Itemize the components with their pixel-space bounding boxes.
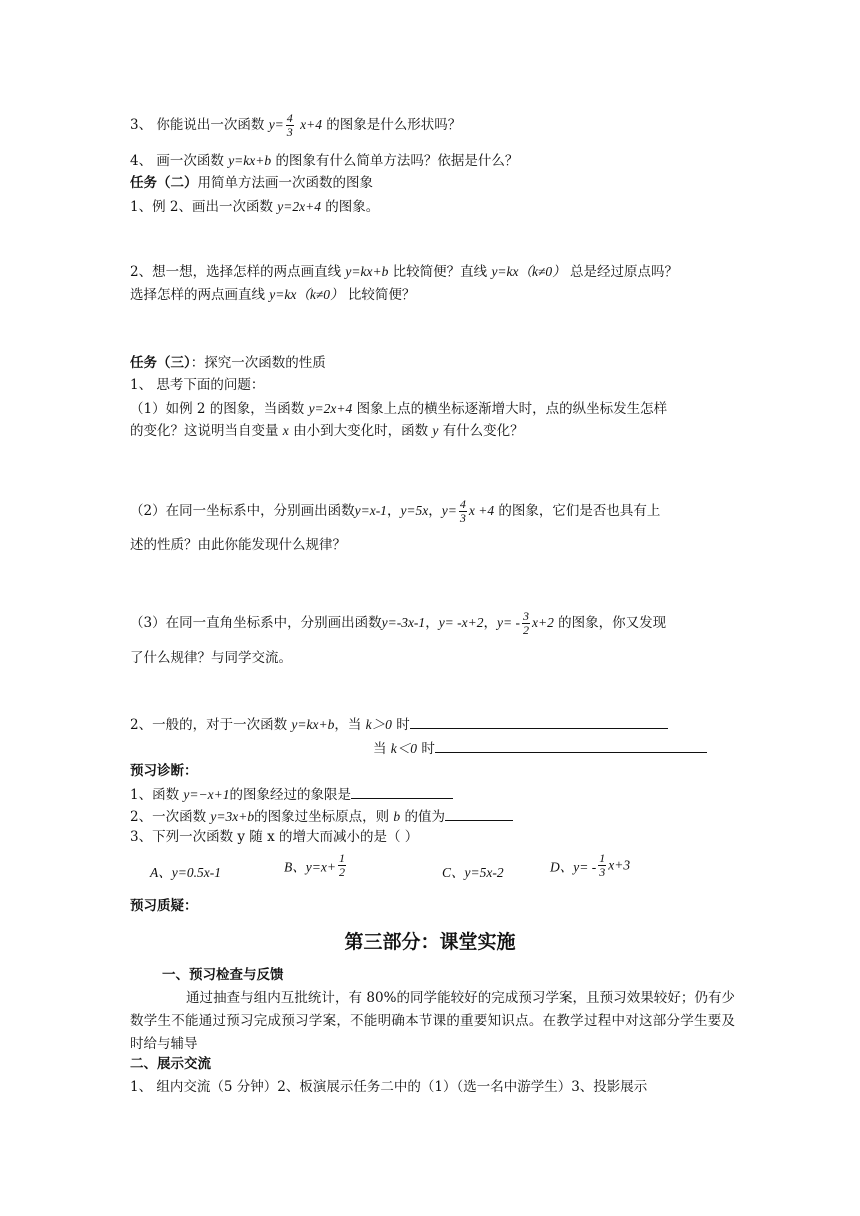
question-4: 4、 画一次函数 y=kx+b 的图象有什么简单方法吗？依据是什么？ xyxy=(130,153,519,169)
fraction: $\frac{1}{3}$ xyxy=(599,851,606,879)
fraction: $\frac{3}{2}$ xyxy=(523,609,529,637)
general-line-1: 2、一般的，对于一次函数 y=kx+b，当 k＞0 时 xyxy=(130,714,668,734)
example-2: 1、例 2、画出一次函数 y=2x+4 的图象。 xyxy=(130,199,380,215)
general-line-2: 当 k＜0 时 xyxy=(373,738,707,758)
section-1-title: 一、预习检查与反馈 xyxy=(162,967,284,983)
task-3-heading: 任务（三）：探究一次函数的性质 xyxy=(130,355,326,371)
part-3-title: 第三部分：课堂实施 xyxy=(344,931,516,953)
diag-item-1: 1、函数 y=−x+1的图象经过的象限是 xyxy=(130,784,453,804)
p2-line-1: （2）在同一坐标系中，分别画出函数y=x-1，y=5x，y= $\frac{4}{3}$ x +4 的图象，它们是否也具有上 xyxy=(130,497,661,525)
consider-line: 1、 思考下面的问题： xyxy=(130,377,265,393)
diagnosis-heading: 预习诊断： xyxy=(130,763,198,779)
think-line-1: 2、想一想，选择怎样的两点画直线 y=kx+b 比较简便？直线 y=kx（k≠0） 总是经过原点吗？ xyxy=(130,264,678,280)
section-1-body: 通过抽查与组内互批统计，有 80%的同学能较好的完成预习学案，且预习效果较好；仍有少数学生不能通过预习完成预习学案，不能明确本节课的重要知识点。在教学过程中对这部分学生要及时给与辅导 xyxy=(130,990,735,1052)
p1-line-2: 的变化？这说明当自变量 x 由小到大变化时，函数 y 有什么变化？ xyxy=(130,423,524,439)
answer-blank[interactable] xyxy=(351,784,453,799)
diag-item-3: 3、下列一次函数 y 随 x 的增大而减小的是（ ） xyxy=(130,829,419,845)
fraction: $\frac{4}{3}$ xyxy=(459,497,466,525)
question-3: 3、 你能说出一次函数 y= $\frac{4}{3}$ x+4 的图象是什么形状吗？ xyxy=(130,111,462,139)
option-a: A、y=0.5x-1 xyxy=(150,865,221,880)
p2-line-2: 述的性质？由此你能发现什么规律？ xyxy=(130,537,346,553)
option-b: B、y=x+ $\frac{1}{2}$ xyxy=(284,851,345,879)
section-2-body: 1、 组内交流（5 分钟）2、板演展示任务二中的（1）（选一名中游学生）3、投影展示 xyxy=(130,1079,648,1095)
p1-line-1: （1）如例 2 的图象，当函数 y=2x+4 图象上点的横坐标逐渐增大时，点的纵坐标发生怎样 xyxy=(130,401,668,417)
fraction: $\frac{1}{2}$ xyxy=(338,851,345,879)
section-2-title: 二、展示交流 xyxy=(130,1056,211,1072)
p3-line-1: （3）在同一直角坐标系中，分别画出函数y=-3x-1，y= -x+2，y= - $\frac{3}{2}$ x+2 的图象，你又发现 xyxy=(130,609,667,637)
fraction: $\frac{4}{3}$ xyxy=(286,111,293,139)
think-line-2: 选择怎样的两点画直线 y=kx（k≠0） 比较简便？ xyxy=(130,287,416,303)
option-d: D、y= - $\frac{1}{3}$ x+3 xyxy=(550,851,631,879)
option-c: C、y=5x-2 xyxy=(442,865,504,880)
task-2-heading: 任务（二）用简单方法画一次函数的图象 xyxy=(130,175,373,191)
diag-item-2: 2、一次函数 y=3x+b的图象过坐标原点，则 b 的值为 xyxy=(130,806,513,826)
p3-line-2: 了什么规律？与同学交流。 xyxy=(130,650,292,666)
answer-blank[interactable] xyxy=(410,714,668,729)
answer-blank[interactable] xyxy=(445,806,513,821)
doubt-heading: 预习质疑： xyxy=(130,898,198,914)
answer-blank[interactable] xyxy=(435,738,707,753)
